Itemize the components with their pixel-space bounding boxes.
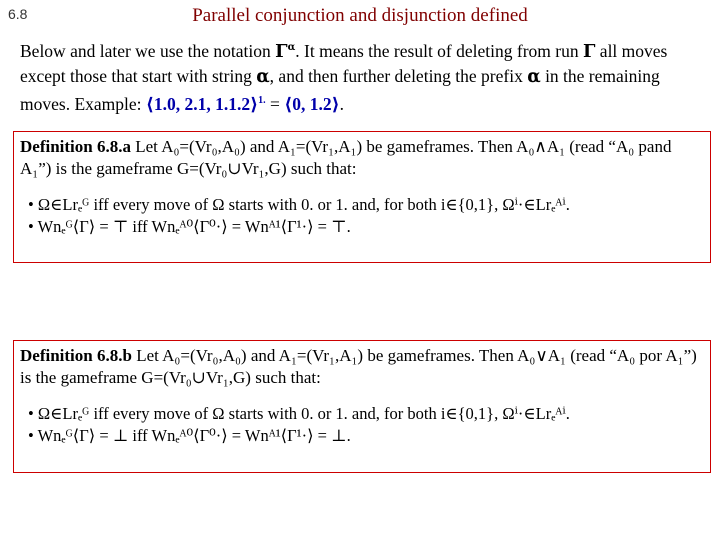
- example-result: ⟨0, 1.2⟩: [284, 93, 340, 114]
- example-superscript: 1.: [258, 94, 266, 106]
- gamma-symbol: Γ: [582, 41, 596, 62]
- definition-a-text: [20, 136, 704, 180]
- slide-title: Parallel conjunction and disjunction defined: [192, 5, 528, 26]
- intro-text: .: [339, 93, 345, 114]
- definition-b-heading: Definition 6.8.b: [20, 346, 132, 365]
- definition-b-condition-legal: • Ω∈Lrₑᴳ iff every move of Ω starts with 0. or 1. and, for both i∈{0,1}, Ωⁱ·∈Lrₑᴬⁱ.: [28, 404, 570, 423]
- intro-text: Below and later we use the notation: [20, 40, 276, 61]
- alpha-superscript: α: [287, 42, 296, 53]
- intro-text: . It means the result of deleting from run: [295, 40, 583, 61]
- definition-b-body: Let A₀=(Vr₀,A₀) and A₁=(Vr₁,A₁) be gameframes. Then A₀∨A₁ (read “A₀ por A₁”) is the gameframe G=(Vr₀∪Vr₁,G) such that:: [20, 346, 697, 387]
- gamma-symbol: Γ: [275, 41, 288, 62]
- definition-a-heading: Definition 6.8.a: [20, 137, 131, 156]
- intro-paragraph: [20, 36, 710, 116]
- intro-text: in the remaining moves. Example:: [20, 65, 660, 114]
- slide-number: 6.8: [8, 6, 28, 22]
- definition-b-text: [20, 345, 704, 389]
- definition-a-condition-win: • Wnₑᴳ⟨Γ⟩ = ⊤ iff Wnₑᴬ⁰⟨Γ⁰·⟩ = Wnᴬ¹⟨Γ¹·⟩ = ⊤.: [28, 217, 351, 236]
- definition-a-condition-legal: • Ω∈Lrₑᴳ iff every move of Ω starts with 0. or 1. and, for both i∈{0,1}, Ωⁱ·∈Lrₑᴬⁱ.: [28, 195, 570, 214]
- definition-a-box: [13, 131, 711, 263]
- definition-b-box: [13, 340, 711, 473]
- definition-b-condition-win: • Wnₑᴳ⟨Γ⟩ = ⊥ iff Wnₑᴬ⁰⟨Γ⁰·⟩ = Wnᴬ¹⟨Γ¹·⟩ = ⊥.: [28, 426, 351, 445]
- alpha-symbol: α: [527, 66, 541, 87]
- definition-a-body: Let A₀=(Vr₀,A₀) and A₁=(Vr₁,A₁) be gameframes. Then A₀∧A₁ (read “A₀ pand A₁”) is the gameframe G=(Vr₀∪Vr₁,G) such that:: [20, 137, 672, 178]
- intro-text: , and then further deleting the prefix: [269, 65, 528, 86]
- definition-a-conditions: [20, 194, 704, 238]
- definition-b-conditions: [20, 403, 704, 447]
- alpha-symbol: α: [256, 66, 270, 87]
- intro-text: all moves except those that start with string: [20, 40, 668, 86]
- example-run: ⟨1.0, 2.1, 1.1.2⟩: [145, 93, 259, 114]
- example-equals: =: [265, 93, 285, 114]
